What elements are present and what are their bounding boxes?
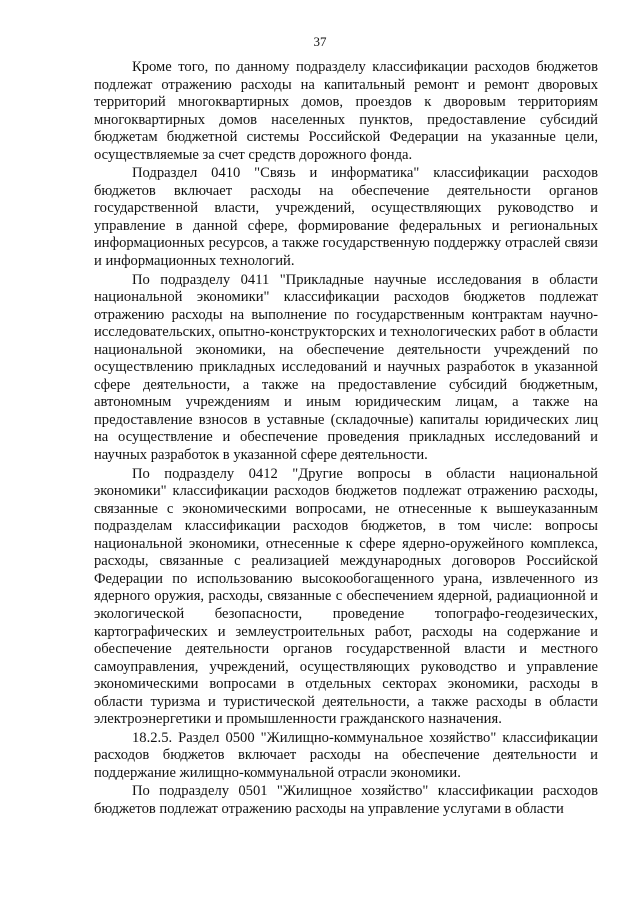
paragraph-0411-applied-research: По подразделу 0411 "Прикладные научные исследования в области национальной экономики" классификации расходов бюджетов подлежат отражению расходы на выполнение по государственным контрактам научно-исследовательских, опытно-конструкторских и технологических работ в области национальной экономики, на обеспечение деятельности учреждений по осуществлению прикладных исследований и научных разработок в указанной сфере деятельности, а также на предоставление субсидий бюджетным, автономным учреждениям и иным юридическим лицам, а также на предоставление взносов в уставные (складочные) капиталы юридических лиц на осуществление и обеспечение проведения прикладных исследований и научных разработок в указанной сфере деятельности. <box>94 271 598 464</box>
paragraph-road-fund: Кроме того, по данному подразделу классификации расходов бюджетов подлежат отражению расходы на капитальный ремонт и ремонт дворовых территорий многоквартирных домов, проездов к дворовым территориям многоквартирных домов населенных пунктов, предоставление субсидий бюджетам бюджетной системы Российской Федерации на указанные цели, осуществляемые за счет средств дорожного фонда. <box>94 59 598 163</box>
page-number: 37 <box>313 34 327 49</box>
paragraph-0410-communications: Подраздел 0410 "Связь и информатика" классификации расходов бюджетов включает расходы на обеспечение деятельности органов государственной власти, учреждений, осуществляющих руководство и управление в данной сфере, формирование федеральных и региональных информационных ресурсов, а также государственную поддержку отраслей связи и информационных технологий. <box>94 165 598 270</box>
paragraph-0500-housing-utilities: 18.2.5. Раздел 0500 "Жилищно-коммунальное хозяйство" классификации расходов бюджетов включает расходы на обеспечение деятельности и поддержание жилищно-коммунальной отрасли экономики. <box>94 729 598 781</box>
document-body <box>94 59 598 819</box>
paragraph-0501-housing: По подразделу 0501 "Жилищное хозяйство" классификации расходов бюджетов подлежат отражению расходы на управление услугами в области <box>94 783 598 817</box>
paragraph-0412-other-economy: По подразделу 0412 "Другие вопросы в области национальной экономики" классификации расходов бюджетов подлежат отражению расходы, связанные с экономическими вопросами, не отнесенные к вышеуказанным подразделам классификации расходов бюджетов, в том числе: вопросы национальной экономики, отнесенные к сфере ядерно-оружейного комплекса, расходы, связанные с реализацией международных договоров Российской Федерации по использованию высокообогащенного урана, извлеченного из ядерного оружия, расходы, связанные с обеспечением ядерной, радиационной и экологической безопасности, проведение топографо-геодезических, картографических и землеустроительных работ, расходы на содержание и обеспечение деятельности органов государственной власти и местного самоуправления, учреждений, осуществляющих руководство и управление экономическими вопросами в отдельных секторах экономики, расходы в области туризма и туристической деятельности, а также расходы в области электроэнергетики и промышленности гражданского назначения. <box>94 465 598 728</box>
